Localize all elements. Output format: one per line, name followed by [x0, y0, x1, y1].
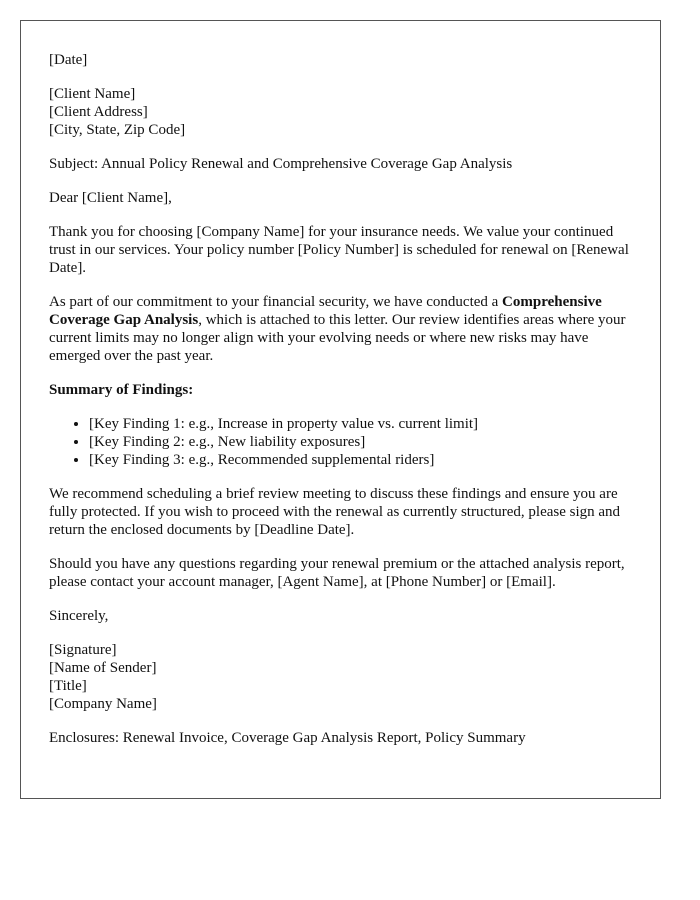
findings-heading: Summary of Findings:	[49, 382, 194, 398]
recipient-address: [Client Address]	[49, 104, 148, 120]
findings-list	[49, 415, 632, 469]
subject-text: Subject: Annual Policy Renewal and Comprehensive Coverage Gap Analysis	[49, 156, 513, 172]
paragraph-intro: Thank you for choosing [Company Name] for your insurance needs. We value your continued trust in our services. Your policy number [Policy Number] is scheduled for renewal on [Renewal Date].	[49, 224, 629, 276]
salutation	[49, 189, 632, 207]
signature: [Signature]	[49, 642, 117, 658]
signature-block	[49, 641, 632, 713]
finding-item-1: • [Key Finding 1: e.g., Increase in property value vs. current limit]	[89, 415, 632, 433]
sender-name: [Name of Sender]	[49, 660, 157, 676]
enclosures-text: Enclosures: Renewal Invoice, Coverage Gap Analysis Report, Policy Summary	[49, 730, 526, 746]
sender-title: [Title]	[49, 678, 87, 694]
recipient-name: [Client Name]	[49, 86, 136, 102]
closing-text: Sincerely,	[49, 608, 109, 624]
enclosures	[49, 729, 632, 747]
subject-line	[49, 155, 632, 173]
salutation-text: Dear [Client Name],	[49, 190, 172, 206]
letter-page	[20, 20, 661, 799]
recipient-city-state-zip: [City, State, Zip Code]	[49, 122, 186, 138]
paragraph-contact: Should you have any questions regarding your renewal premium or the attached analysis report, please contact your account manager, [Agent Name], at [Phone Number] or [Email].	[49, 556, 625, 590]
analysis-title-bold: Comprehensive Coverage Gap Analysis	[49, 294, 602, 328]
recipient-address-block	[49, 85, 632, 139]
sender-company: [Company Name]	[49, 696, 157, 712]
closing	[49, 607, 632, 625]
paragraph-recommendation: We recommend scheduling a brief review meeting to discuss these findings and ensure you are fully protected. If you wish to proceed with the renewal as currently structured, please sign and return the enclosed documents by [Deadline Date].	[49, 486, 621, 538]
paragraph-analysis-end: , which is attached to this letter. Our review identifies areas where your current limits may no longer align with your evolving needs or where new risks may have emerged over the past year.	[49, 312, 626, 364]
date-line	[49, 51, 632, 69]
letter-date: [Date]	[49, 52, 88, 68]
finding-item-2: • [Key Finding 2: e.g., New liability exposures]	[89, 433, 632, 451]
finding-item-3: • [Key Finding 3: e.g., Recommended supplemental riders]	[89, 451, 632, 469]
paragraph-analysis	[49, 293, 632, 365]
paragraph-analysis-start: As part of our commitment to your financial security, we have conducted a	[49, 294, 503, 310]
